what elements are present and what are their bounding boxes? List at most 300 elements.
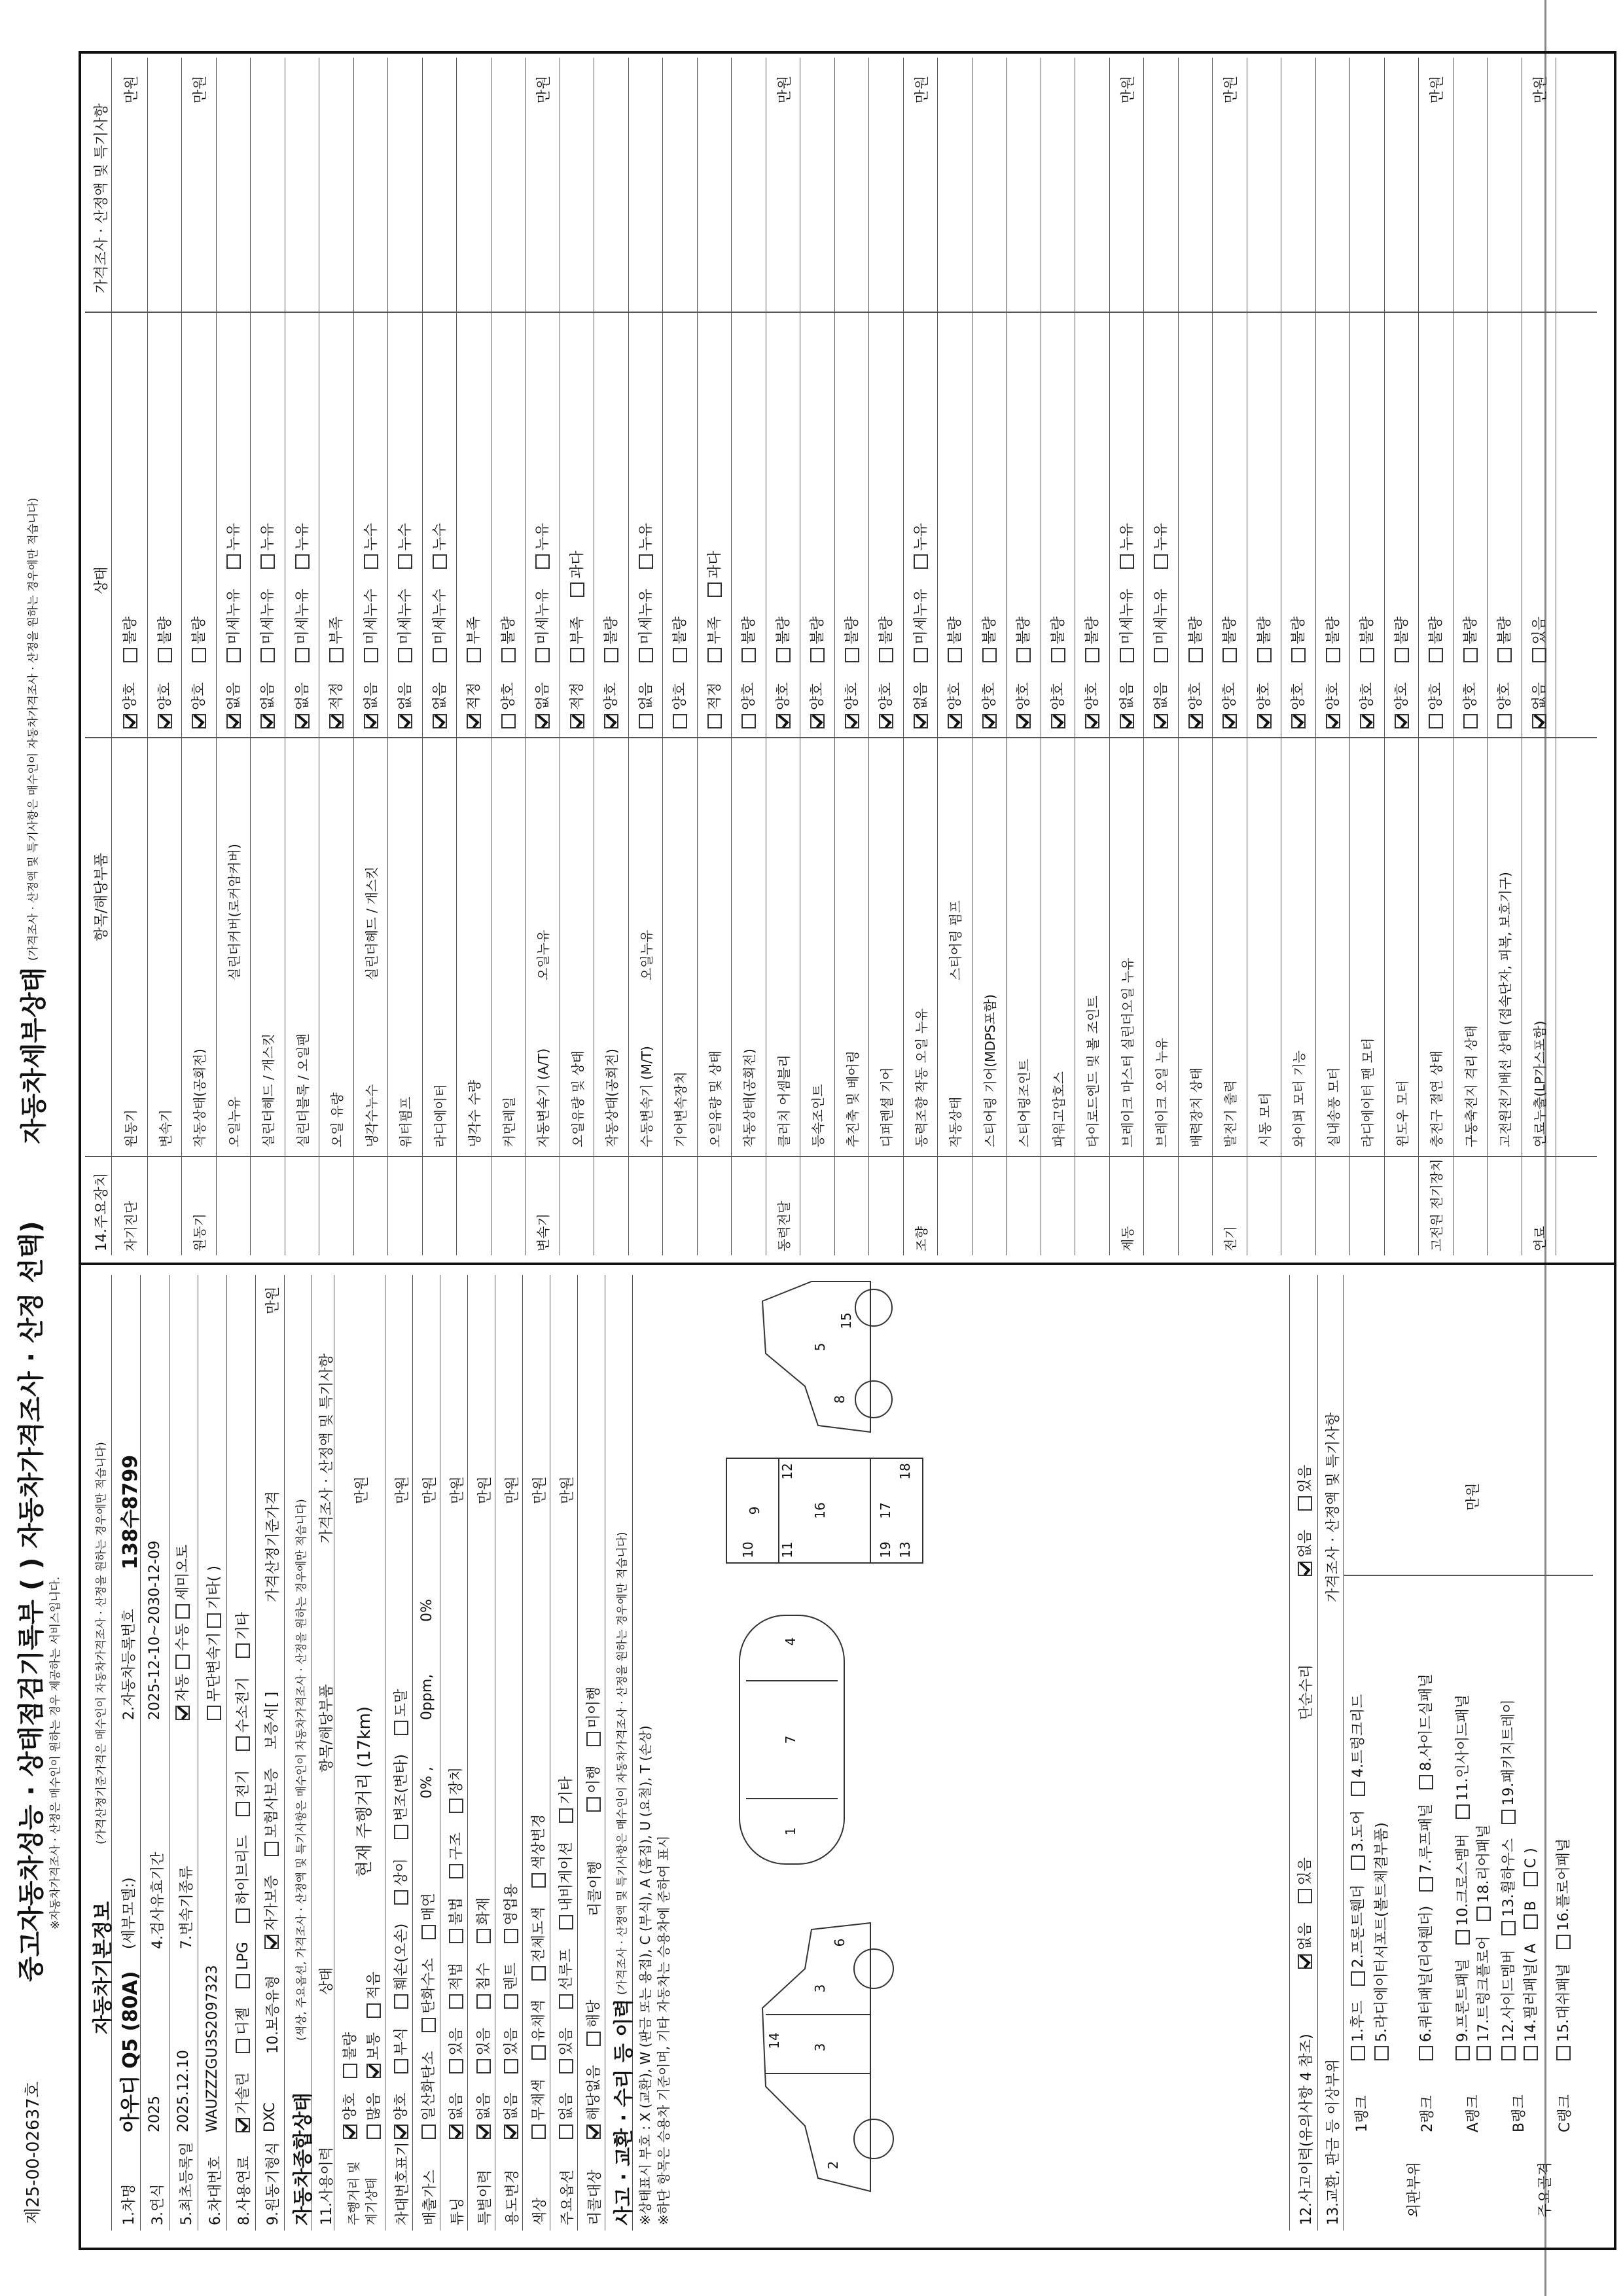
detail-status-label: 과다	[569, 550, 586, 579]
checkbox-radiator-support[interactable]	[1374, 2046, 1389, 2060]
label-outer-panels: 외판부위	[1406, 2161, 1423, 2217]
detail-status-checkbox[interactable]	[1395, 714, 1409, 728]
detail-status-checkbox[interactable]	[1360, 648, 1374, 662]
checkbox-fuel-other[interactable]	[236, 1643, 250, 1658]
checkbox-floor-panel[interactable]	[1556, 1935, 1571, 1949]
detail-status-label: 없음	[535, 682, 551, 710]
label-inspection: 4.검사유효기간	[150, 1852, 166, 1949]
detail-status-label: 불량	[947, 616, 963, 645]
checkbox-rear-panel[interactable]	[1476, 1907, 1491, 1922]
detail-status-checkbox[interactable]	[570, 648, 584, 662]
checkbox-simple-yes[interactable]	[1298, 1496, 1312, 1511]
detail-row	[834, 58, 870, 1255]
detail-status-label: 불량	[1497, 616, 1513, 645]
checkbox-tuning-device[interactable]	[449, 1799, 463, 1813]
checkbox-tuning-yes[interactable]	[449, 2059, 463, 2073]
detail-status-label: 적정	[706, 682, 723, 710]
checkbox-recall-complete[interactable]	[586, 1797, 601, 1812]
detail-status-checkbox[interactable]	[1257, 648, 1272, 662]
label-rank-1: 1랭크	[1354, 2095, 1370, 2132]
checkbox-vin-damaged[interactable]	[394, 1994, 408, 2009]
checkbox-quarter-panel[interactable]	[1419, 2046, 1433, 2060]
detail-status-checkbox[interactable]	[123, 648, 137, 662]
detail-status-checkbox[interactable]	[1463, 648, 1478, 662]
detail-status-options	[360, 503, 380, 728]
detail-status-checkbox[interactable]	[810, 714, 825, 728]
detail-status-label: 누유	[225, 522, 242, 551]
detail-row	[422, 58, 457, 1255]
detail-status-label: 미세누수	[363, 588, 380, 645]
checkbox-insurer-warranty[interactable]	[264, 1842, 279, 1856]
checkbox-trunk-lid[interactable]	[1351, 1782, 1365, 1796]
detail-status-label: 양호	[1393, 682, 1410, 710]
detail-status-checkbox[interactable]	[1222, 714, 1237, 728]
detail-item-label: 발전기 출력	[1222, 1080, 1238, 1147]
detail-status-checkbox[interactable]	[1291, 714, 1306, 728]
checkbox-tuning-structure[interactable]	[449, 1864, 463, 1878]
detail-status-checkbox[interactable]	[707, 583, 722, 597]
detail-sub-label: 자동변속기 (A/T)	[535, 1048, 551, 1147]
checkbox-front-panel[interactable]	[1455, 2046, 1470, 2060]
checkbox-accident-yes[interactable]	[1298, 1889, 1312, 1903]
col-status: 상태	[319, 1967, 335, 1995]
detail-status-checkbox[interactable]	[639, 648, 653, 662]
detail-device-label: 연료	[1531, 1226, 1548, 1251]
checkbox-color-change[interactable]	[531, 1873, 546, 1888]
checkbox-co[interactable]	[421, 2125, 436, 2139]
detail-status-options	[429, 503, 449, 728]
detail-status-checkbox[interactable]	[535, 714, 550, 728]
detail-row	[800, 58, 835, 1255]
detail-row	[1349, 58, 1385, 1255]
detail-status-label: 미세누유	[535, 588, 551, 645]
detail-status-checkbox[interactable]	[1395, 648, 1409, 662]
checkbox-cross-member[interactable]	[1455, 1930, 1470, 1945]
detail-row	[1281, 58, 1316, 1255]
detail-unit: 만원	[776, 75, 793, 103]
detail-item-label: 라디에이터	[432, 1084, 448, 1147]
detail-status-checkbox[interactable]	[982, 714, 997, 728]
checkbox-achromatic[interactable]	[531, 2125, 546, 2139]
detail-status-checkbox[interactable]	[1154, 554, 1168, 569]
detail-unit: 만원	[1429, 75, 1446, 103]
detail-status-label: 양호	[1256, 682, 1273, 710]
detail-status-label: 없음	[1531, 682, 1548, 710]
checkbox-inside-panel[interactable]	[1455, 1804, 1470, 1819]
checkbox-pillar-c[interactable]	[1524, 1872, 1538, 1886]
checkbox-recall-na[interactable]	[586, 2125, 601, 2139]
detail-status-checkbox[interactable]	[535, 648, 550, 662]
checkbox-use-none[interactable]	[504, 2125, 518, 2139]
detail-status-label: 있음	[1531, 616, 1548, 645]
checkbox-diesel[interactable]	[236, 2039, 250, 2053]
detail-status-label: 불량	[156, 616, 173, 645]
checkbox-gauge-good[interactable]	[343, 2125, 357, 2139]
accident-heading-note: (가격조사 · 산정액 및 특기사항은 매수인이 자동차가격조사 · 산정을 원하는 경우에만 적습니다)	[616, 1532, 629, 1995]
detail-status-checkbox[interactable]	[1120, 714, 1134, 728]
diagram-label-3b: 3	[812, 1984, 828, 1993]
detail-item-label: 실린더헤드 / 개스킷	[260, 1033, 276, 1147]
detail-status-checkbox[interactable]	[914, 648, 928, 662]
detail-status-checkbox[interactable]	[501, 648, 516, 662]
checkbox-tuning-none[interactable]	[449, 2125, 463, 2139]
detail-status-label: 불량	[844, 616, 861, 645]
checkbox-electric[interactable]	[236, 1802, 250, 1816]
detail-status-checkbox[interactable]	[1257, 714, 1272, 728]
detail-row	[1143, 58, 1179, 1255]
detail-status-checkbox[interactable]	[1429, 714, 1443, 728]
checkbox-front-fender[interactable]	[1351, 1972, 1365, 1986]
detail-status-options	[669, 597, 689, 728]
detail-row	[868, 58, 904, 1255]
detail-item-label: 배력장치 상태	[1188, 1067, 1204, 1147]
detail-status-checkbox[interactable]	[948, 714, 962, 728]
checkbox-gauge-bad[interactable]	[343, 2064, 357, 2078]
detail-status-checkbox[interactable]	[192, 648, 206, 662]
detail-title: 자동차세부상태	[19, 967, 49, 1144]
detail-status-label: 없음	[397, 682, 414, 710]
detail-status-label: 양호	[191, 682, 207, 710]
detail-status-label: 불량	[741, 616, 757, 645]
checkbox-dash-panel[interactable]	[1556, 2046, 1571, 2060]
detail-item-label: 동력조향 작동 오일 누유	[913, 1008, 929, 1147]
checkbox-trans-other[interactable]	[207, 1613, 221, 1628]
detail-status-checkbox[interactable]	[1497, 648, 1512, 662]
detail-item-label: 등속조인트	[810, 1084, 826, 1147]
checkbox-vin-good[interactable]	[394, 2125, 408, 2139]
detail-status-options	[1322, 597, 1342, 728]
detail-status-checkbox[interactable]	[433, 554, 447, 569]
label-transmission: 7.변속기종류	[179, 1865, 195, 1949]
detail-unit: 만원	[1120, 75, 1137, 103]
detail-status-checkbox[interactable]	[948, 648, 962, 662]
detail-status-checkbox[interactable]	[535, 554, 550, 569]
checkbox-semiauto[interactable]	[175, 1604, 190, 1619]
detail-status-options	[531, 503, 552, 728]
detail-status-checkbox[interactable]	[707, 648, 722, 662]
detail-status-checkbox[interactable]	[776, 648, 791, 662]
detail-status-checkbox[interactable]	[810, 648, 825, 662]
label-year: 3.연식	[150, 2183, 166, 2225]
checkbox-vin-altered[interactable]	[394, 1825, 408, 1839]
mileage: 현재 주행거리 (17km)	[355, 1706, 374, 1877]
detail-status-checkbox[interactable]	[467, 714, 481, 728]
detail-status-options	[1047, 597, 1067, 728]
detail-device-label: 제동	[1119, 1226, 1135, 1251]
detail-status-checkbox[interactable]	[260, 554, 275, 569]
checkbox-self-warranty[interactable]	[264, 1935, 279, 1949]
checkbox-options-yes[interactable]	[559, 2059, 573, 2073]
detail-status-options	[119, 597, 139, 728]
detail-status-checkbox[interactable]	[1051, 648, 1065, 662]
checkbox-hybrid[interactable]	[236, 1909, 250, 1923]
label-emissions: 배출가스	[422, 2169, 438, 2225]
detail-status-checkbox[interactable]	[364, 554, 378, 569]
detail-status-checkbox[interactable]	[879, 648, 893, 662]
checkbox-sunroof[interactable]	[559, 1994, 573, 2009]
detail-status-checkbox[interactable]	[673, 714, 687, 728]
detail-status-options	[1425, 597, 1445, 728]
detail-status-checkbox[interactable]	[123, 714, 137, 728]
detail-status-checkbox[interactable]	[364, 648, 378, 662]
checkbox-recall-incomplete[interactable]	[586, 1732, 601, 1746]
detail-status-checkbox[interactable]	[260, 714, 275, 728]
checkbox-special-yes[interactable]	[476, 2059, 491, 2073]
label-first-reg: 5.최초등록일	[179, 2142, 195, 2225]
checkbox-smoke[interactable]	[421, 1925, 436, 1939]
detail-status-checkbox[interactable]	[639, 554, 653, 569]
detail-row	[1453, 58, 1488, 1255]
checkbox-mileage-low[interactable]	[366, 2003, 381, 2018]
detail-status-checkbox[interactable]	[1463, 714, 1478, 728]
detail-row	[972, 58, 1007, 1255]
detail-status-checkbox[interactable]	[604, 648, 618, 662]
detail-status-label: 양호	[1359, 682, 1376, 710]
checkbox-use-yes[interactable]	[504, 2059, 518, 2073]
checkbox-vin-painted[interactable]	[394, 1721, 408, 1735]
detail-item-label: 브레이크 오일 누유	[1154, 1037, 1169, 1147]
doc-title: 중고자동차성능 · 상태점검기록부 ( ) 자동차가격조사 · 산정 선택)	[16, 1221, 46, 1982]
detail-status-checkbox[interactable]	[226, 554, 241, 569]
detail-status-label: 부족	[466, 616, 482, 645]
detail-status-label: 미세누유	[637, 588, 654, 645]
checkbox-chromatic[interactable]	[531, 2045, 546, 2060]
checkbox-hydrogen[interactable]	[236, 1736, 250, 1751]
detail-device-label: 고전원 전기장치	[1429, 1158, 1444, 1251]
detail-status-options	[806, 597, 827, 728]
detail-row	[1075, 58, 1110, 1255]
detail-row	[1487, 58, 1522, 1255]
detail-status-checkbox[interactable]	[158, 714, 172, 728]
detail-item-label: 작동상태(공회전)	[604, 1049, 620, 1147]
checkbox-full-paint[interactable]	[531, 1966, 546, 1981]
detail-item-label: 라디에이터 팬 모터	[1360, 1037, 1376, 1147]
detail-status-checkbox[interactable]	[879, 714, 893, 728]
checkbox-wheel-house[interactable]	[1501, 1921, 1516, 1935]
checkbox-navigation[interactable]	[559, 1915, 573, 1929]
detail-status-checkbox[interactable]	[845, 648, 859, 662]
diagram-label-2: 2	[825, 2161, 841, 2170]
detail-status-checkbox[interactable]	[1188, 648, 1203, 662]
detail-status-checkbox[interactable]	[1326, 714, 1340, 728]
diagram-label-17: 17	[878, 1502, 893, 1519]
detail-status-checkbox[interactable]	[741, 714, 756, 728]
checkbox-options-other[interactable]	[559, 1808, 573, 1823]
detail-status-options	[497, 597, 518, 728]
detail-status-options	[325, 597, 346, 728]
detail-item-label: 실린더커버(로커암커버)	[226, 844, 242, 980]
detail-status-checkbox[interactable]	[364, 714, 378, 728]
detail-status-checkbox[interactable]	[398, 554, 412, 569]
detail-status-checkbox[interactable]	[1532, 714, 1546, 728]
column-divider	[79, 1263, 1616, 1265]
checkbox-hc[interactable]	[421, 2018, 436, 2032]
detail-row	[937, 58, 972, 1255]
detail-status-checkbox[interactable]	[639, 714, 653, 728]
detail-item-label: 파워고압호스	[1050, 1071, 1067, 1147]
symbol-note: ※상태표시 부호 : X (교환), W (판금 또는 용접), C (부식), A (흠집), U (요철), T (손상)	[637, 1725, 653, 2225]
checkbox-options-none[interactable]	[559, 2125, 573, 2139]
detail-status-checkbox[interactable]	[1532, 648, 1546, 662]
detail-status-options	[944, 597, 964, 728]
detail-status-label: 부족	[329, 616, 345, 645]
detail-status-label: 불량	[1084, 616, 1101, 645]
detail-item-label: 실린더블록 / 오일팬	[294, 1033, 311, 1147]
detail-device-label: 전기	[1222, 1226, 1238, 1251]
detail-status-checkbox[interactable]	[295, 714, 310, 728]
detail-status-checkbox[interactable]	[776, 714, 791, 728]
label-rank-c: C랭크	[1557, 2094, 1573, 2132]
checkbox-door[interactable]	[1351, 1856, 1365, 1870]
detail-item-label: 시동 모터	[1257, 1092, 1273, 1147]
detail-status-checkbox[interactable]	[433, 714, 447, 728]
detail-device-label: 변속기	[535, 1213, 551, 1251]
reg-no: 138수8799	[119, 1454, 142, 1570]
emission-co-value: 0% ,	[419, 1767, 435, 1799]
checkbox-simple-none[interactable]	[1298, 1562, 1312, 1576]
diagram-label-18: 18	[897, 1463, 913, 1480]
detail-item-label: 디퍼렌셜 기어	[879, 1067, 895, 1147]
detail-status-checkbox[interactable]	[673, 648, 687, 662]
detail-status-checkbox[interactable]	[1016, 714, 1031, 728]
checkbox-cvt[interactable]	[207, 1706, 221, 1720]
detail-status-checkbox[interactable]	[1291, 648, 1306, 662]
detail-status-checkbox[interactable]	[226, 714, 241, 728]
checkbox-package-tray[interactable]	[1501, 1810, 1516, 1824]
detail-status-checkbox[interactable]	[295, 648, 310, 662]
label-engine: 9.원동기형식	[265, 2142, 281, 2225]
detail-status-label: 불량	[500, 616, 517, 645]
detail-unit: 만원	[1532, 75, 1549, 103]
detail-status-checkbox[interactable]	[1188, 714, 1203, 728]
car-diagram	[674, 1275, 949, 2204]
label-use-change: 용도변경	[505, 2169, 521, 2225]
detail-status-label: 누유	[637, 522, 654, 551]
detail-status-checkbox[interactable]	[1326, 648, 1340, 662]
checkbox-tuning-illegal[interactable]	[449, 1929, 463, 1943]
col-items: 항목/해당부품	[319, 1684, 335, 1772]
checkbox-pillar-a[interactable]	[1524, 2046, 1538, 2060]
checkbox-pillar-b[interactable]	[1524, 1914, 1538, 1929]
detail-status-checkbox[interactable]	[1360, 714, 1374, 728]
detail-status-checkbox[interactable]	[914, 554, 928, 569]
detail-status-checkbox[interactable]	[433, 648, 447, 662]
checkbox-accident-none[interactable]	[1298, 1954, 1312, 1969]
detail-item-label: 타이로드엔드 및 볼 조인트	[1085, 996, 1101, 1147]
detail-status-checkbox[interactable]	[1429, 648, 1443, 662]
detail-status-label: 미세누유	[294, 588, 311, 645]
detail-status-label: 양호	[122, 682, 139, 710]
detail-status-checkbox[interactable]	[1497, 714, 1512, 728]
detail-status-label: 부족	[706, 616, 723, 645]
checkbox-lpg[interactable]	[236, 1974, 250, 1988]
detail-status-checkbox[interactable]	[1120, 648, 1134, 662]
detail-status-checkbox[interactable]	[1222, 648, 1237, 662]
checkbox-gasoline[interactable]	[236, 2118, 250, 2132]
detail-status-checkbox[interactable]	[914, 714, 928, 728]
detail-status-checkbox[interactable]	[158, 648, 172, 662]
detail-status-label: 양호	[1187, 682, 1204, 710]
checkbox-vin-different[interactable]	[394, 1890, 408, 1905]
detail-status-checkbox[interactable]	[604, 714, 618, 728]
detail-status-options	[910, 503, 930, 728]
detail-status-label: 불량	[1291, 616, 1307, 645]
detail-status-checkbox[interactable]	[1085, 714, 1099, 728]
checkbox-recall-yes[interactable]	[586, 2032, 601, 2046]
checkbox-commercial[interactable]	[504, 1929, 518, 1943]
detail-item-label: 오일유량 및 상태	[569, 1050, 586, 1147]
detail-status-checkbox[interactable]	[1120, 554, 1134, 569]
diagram-label-1: 1	[783, 1827, 798, 1836]
detail-status-checkbox[interactable]	[570, 714, 584, 728]
detail-status-checkbox[interactable]	[226, 648, 241, 662]
checkbox-hood[interactable]	[1351, 2046, 1365, 2060]
detail-status-checkbox[interactable]	[1051, 714, 1065, 728]
detail-status-options	[600, 597, 620, 728]
detail-row	[766, 58, 801, 1255]
detail-status-label: 미세누유	[1118, 588, 1135, 645]
checkbox-auto[interactable]	[175, 1706, 190, 1720]
checkbox-vin-corrosion[interactable]	[394, 2059, 408, 2073]
checkbox-side-sill[interactable]	[1419, 1775, 1433, 1789]
detail-item-label: 고전원전기배선 상태 (접속단자, 피복, 보호기구)	[1497, 872, 1513, 1147]
detail-status-checkbox[interactable]	[982, 648, 997, 662]
checkbox-manual[interactable]	[175, 1655, 190, 1669]
detail-status-checkbox[interactable]	[741, 648, 756, 662]
emission-hc-value: 0ppm,	[419, 1674, 435, 1720]
checkbox-side-member[interactable]	[1501, 2046, 1516, 2060]
checkbox-flood[interactable]	[476, 1994, 491, 2009]
detail-item-label: 변속기	[157, 1109, 173, 1147]
diagram-label-6: 6	[832, 1938, 847, 1947]
detail-status-checkbox[interactable]	[1154, 714, 1168, 728]
checkbox-rent[interactable]	[504, 1994, 518, 2009]
detail-status-checkbox[interactable]	[329, 714, 344, 728]
diagram-label-11: 11	[779, 1541, 795, 1558]
checkbox-roof-panel[interactable]	[1419, 1877, 1433, 1892]
detail-status-checkbox[interactable]	[295, 554, 310, 569]
detail-item-label: 추진축 및 베어링	[844, 1050, 861, 1147]
detail-item-label: 와이퍼 모터 기능	[1291, 1050, 1307, 1147]
detail-status-checkbox[interactable]	[1016, 648, 1031, 662]
checkbox-tuning-legal[interactable]	[449, 1994, 463, 2009]
checkbox-special-none[interactable]	[476, 2125, 491, 2139]
detail-status-checkbox[interactable]	[570, 583, 584, 597]
detail-status-checkbox[interactable]	[707, 714, 722, 728]
detail-status-label: 불량	[1359, 616, 1376, 645]
detail-unit: 만원	[124, 75, 140, 103]
checkbox-trunk-floor[interactable]	[1476, 2046, 1491, 2060]
detail-status-checkbox[interactable]	[845, 714, 859, 728]
col-detail-status: 상태	[94, 566, 110, 594]
detail-status-checkbox[interactable]	[329, 648, 344, 662]
detail-row	[1522, 58, 1557, 1255]
detail-status-checkbox[interactable]	[467, 648, 481, 662]
detail-status-checkbox[interactable]	[398, 714, 412, 728]
detail-status-checkbox[interactable]	[1085, 648, 1099, 662]
checkbox-fire[interactable]	[476, 1929, 491, 1943]
checkbox-mileage-high[interactable]	[366, 2125, 381, 2139]
detail-status-checkbox[interactable]	[398, 648, 412, 662]
detail-status-checkbox[interactable]	[1154, 648, 1168, 662]
diagram-label-13: 13	[897, 1541, 913, 1558]
detail-status-options	[1185, 597, 1205, 728]
detail-status-checkbox[interactable]	[260, 648, 275, 662]
checkbox-mileage-normal[interactable]	[366, 2064, 381, 2078]
detail-status-checkbox[interactable]	[192, 714, 206, 728]
detail-row	[491, 58, 526, 1255]
detail-status-checkbox[interactable]	[501, 714, 516, 728]
